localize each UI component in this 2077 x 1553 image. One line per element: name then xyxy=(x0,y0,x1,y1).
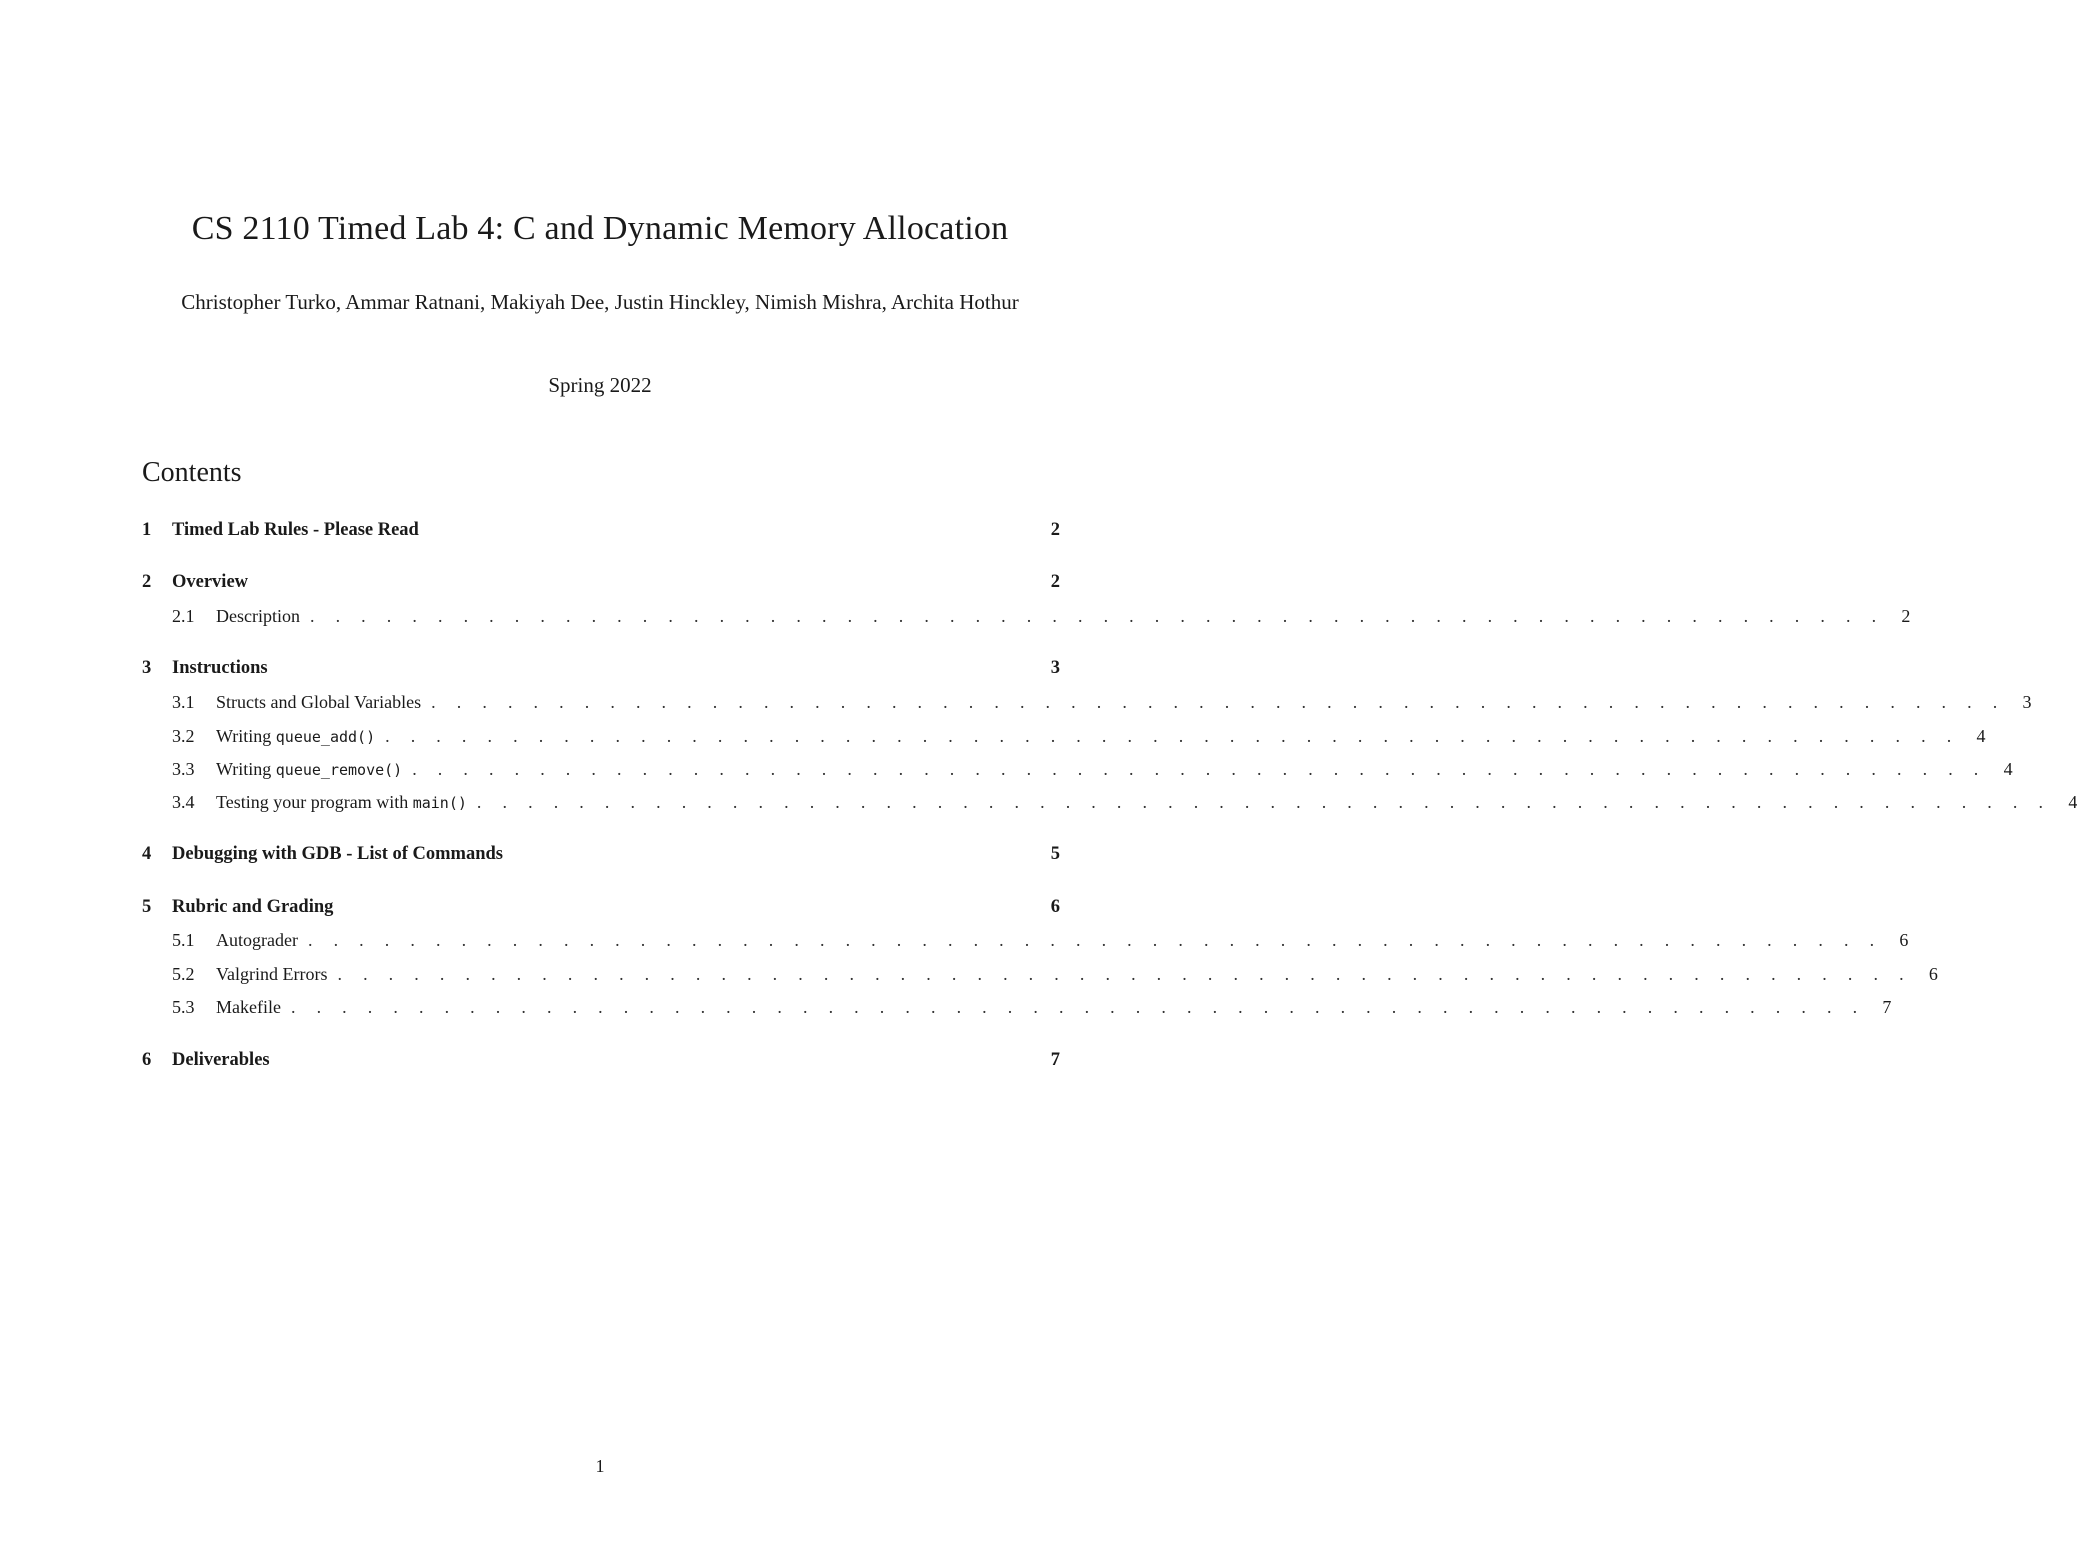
toc-entry-timed-lab-rules[interactable] xyxy=(142,520,1060,546)
toc-entry-page: 6 xyxy=(1050,897,1060,917)
toc-entry-number: 4 xyxy=(142,844,152,864)
toc-entry-label xyxy=(216,792,467,813)
toc-entry-number: 3 xyxy=(142,658,152,678)
toc-entry-label-text: Testing your program with xyxy=(216,792,413,812)
toc-entry-page: 7 xyxy=(1882,997,1892,1017)
document-title: CS 2110 Timed Lab 4: C and Dynamic Memory Allocation xyxy=(191,210,1009,247)
toc-entry-number: 5.3 xyxy=(172,997,195,1017)
toc-entry-number: 3.4 xyxy=(172,792,195,812)
toc-entry-label: Debugging with GDB - List of Commands xyxy=(172,844,503,864)
toc-entry-code: queue_add() xyxy=(275,728,376,746)
toc-entry-page: 4 xyxy=(2003,759,2013,779)
toc-entry-number: 5 xyxy=(142,897,152,917)
toc-entry-label xyxy=(216,726,375,747)
toc-entry-makefile[interactable] xyxy=(142,997,1892,1023)
toc-dot-leader: . . . . . . . . . . . . . . . . . . . . . . . . . . . . . . . . . . . . . . . . . . . . . . . . . . . . . . . . . . . . . . xyxy=(307,930,1883,950)
toc-entry-label: Rubric and Grading xyxy=(172,897,334,917)
toc-entry-queue-add[interactable] xyxy=(142,726,1986,752)
toc-entry-page: 3 xyxy=(2022,692,2032,712)
toc-entry-label: Makefile xyxy=(216,997,281,1017)
toc-entry-number: 5.1 xyxy=(172,930,195,950)
toc-entry-label-text: Writing xyxy=(216,726,276,746)
toc-entry-page: 4 xyxy=(1976,726,1986,746)
toc-entry-number: 3.2 xyxy=(172,726,195,746)
toc-entry-page: 3 xyxy=(1050,658,1060,678)
toc-entry-queue-remove[interactable] xyxy=(142,759,2013,785)
toc-entry-number: 1 xyxy=(142,520,152,540)
toc-dot-leader: . . . . . . . . . . . . . . . . . . . . . . . . . . . . . . . . . . . . . . . . . . . . . . . . . . . . . . . . . . . . . . xyxy=(309,606,1885,626)
authors-list: Christopher Turko, Ammar Ratnani, Makiyah Dee, Justin Hinckley, Nimish Mishra, Architа Hothur xyxy=(181,290,1019,314)
toc-entry-code: main() xyxy=(412,794,467,812)
toc-heading: Contents xyxy=(142,457,242,488)
toc-entry-number: 3.1 xyxy=(172,692,195,712)
toc-entry-page: 7 xyxy=(1050,1050,1060,1070)
toc-entry-rubric-grading[interactable] xyxy=(142,897,1060,923)
toc-entry-description[interactable] xyxy=(142,606,1911,632)
toc-entry-overview[interactable] xyxy=(142,572,1060,598)
toc-entry-label: Structs and Global Variables xyxy=(216,692,422,712)
toc-entry-label-text: Writing xyxy=(216,759,276,779)
toc-dot-leader: . . . . . . . . . . . . . . . . . . . . . . . . . . . . . . . . . . . . . . . . . . . . . . . . . . . . . . . . . . . . . . xyxy=(290,997,1866,1017)
toc-entry-number: 5.2 xyxy=(172,964,195,984)
toc-dot-leader: . . . . . . . . . . . . . . . . . . . . . . . . . . . . . . . . . . . . . . . . . . . . . . . . . . . . . . . . . . . . . . xyxy=(385,726,1960,746)
toc-entry-page: 2 xyxy=(1050,520,1060,540)
toc-entry-number: 6 xyxy=(142,1050,152,1070)
toc-entry-number: 3.3 xyxy=(172,759,195,779)
toc-entry-page: 2 xyxy=(1050,572,1060,592)
toc-entry-label: Description xyxy=(216,606,300,626)
toc-entry-page: 4 xyxy=(2068,792,2077,812)
toc-entry-number: 2.1 xyxy=(172,606,195,626)
toc-entry-label: Deliverables xyxy=(172,1050,270,1070)
toc-entry-instructions[interactable] xyxy=(142,658,1060,684)
toc-entry-label: Valgrind Errors xyxy=(216,964,328,984)
toc-dot-leader: . . . . . . . . . . . . . . . . . . . . . . . . . . . . . . . . . . . . . . . . . . . . . . . . . . . . . . . . . . . . . . xyxy=(476,792,2052,812)
toc-entry-testing-main[interactable] xyxy=(142,792,2077,818)
toc-entry-page: 2 xyxy=(1901,606,1911,626)
toc-entry-label: Overview xyxy=(172,572,249,592)
toc-dot-leader: . . . . . . . . . . . . . . . . . . . . . . . . . . . . . . . . . . . . . . . . . . . . . . . . . . . . . . . . . . . . . . xyxy=(337,964,1912,984)
document-date: Spring 2022 xyxy=(548,373,652,397)
toc-dot-leader: . . . . . . . . . . . . . . . . . . . . . . . . . . . . . . . . . . . . . . . . . . . . . . . . . . . . . . . . . . . . . . xyxy=(412,759,1987,779)
toc-entry-label: Autograder xyxy=(216,930,298,950)
toc-dot-leader: . . . . . . . . . . . . . . . . . . . . . . . . . . . . . . . . . . . . . . . . . . . . . . . . . . . . . . . . . . . . . . xyxy=(431,692,2006,712)
toc-entry-structs[interactable] xyxy=(142,692,2032,718)
toc-entry-code: queue_remove() xyxy=(275,761,403,779)
toc-entry-valgrind-errors[interactable] xyxy=(142,964,1938,990)
toc-entry-label: Instructions xyxy=(172,658,268,678)
toc-entry-autograder[interactable] xyxy=(142,930,1909,956)
page-number: 1 xyxy=(595,1456,605,1476)
toc-entry-label: Timed Lab Rules - Please Read xyxy=(172,520,419,540)
toc-entry-debugging-gdb[interactable] xyxy=(142,844,1060,870)
toc-entry-deliverables[interactable] xyxy=(142,1050,1060,1076)
toc-entry-page: 6 xyxy=(1899,930,1909,950)
toc-entry-number: 2 xyxy=(142,572,152,592)
toc-entry-page: 6 xyxy=(1928,964,1938,984)
toc-entry-page: 5 xyxy=(1050,844,1060,864)
toc-entry-label xyxy=(216,759,402,780)
